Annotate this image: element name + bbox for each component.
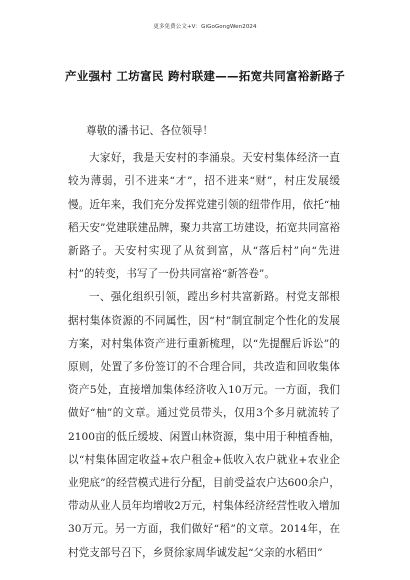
paragraph-intro: 大家好，我是天安村的李涌泉。天安村集体经济一直较为薄弱，引不进来“才”，招不进来“财”，村庄发展缓慢。近年来，我们充分发挥党建引领的纽带作用，依托“柚稻天安”党建联建品牌，聚力共富工坊建设，拓宽共同富裕新路子。天安村实现了从贫到富，从“落后村”向“先进村”的转变，书写了一份共同富裕“新答卷”。 bbox=[68, 152, 340, 281]
document-title: 产业强村 工坊富民 跨村联建——拓宽共同富裕新路子 bbox=[64, 69, 345, 83]
greeting: 尊敬的潘书记、各位领导！ bbox=[86, 125, 214, 137]
document-body bbox=[68, 120, 340, 565]
header-note: 更多免费公文+V：GiGoGongWen2024 bbox=[153, 24, 257, 30]
paragraph-section-one: 一、强化组织引领，蹚出乡村共富新路。村党支部根据村集体资源的不同属性，因“村”制宜制定个性化的发展方案，对村集体资产进行重新梳理，以“先提醒后诉讼”的原则，处置了多份签订的不合理合同，共改造和回收集体资产5处，直接增加集体经济收入10万元。一方面，我们做好“柚”的文章。通过党员带头，仅用3个多月就流转了2100亩的低丘缓坡、闲置山林资源，集中用于种植香柚，以“村集体固定收益+农户租金+低收入农户就业+农业企业兜底”的经营模式进行分配，目前受益农户达600余户，带动从业人员年均增收2万元，村集体经济经营性收入增加30万元。另一方面，我们做好“稻”的文章。2014年，在村党支部号召下，乡贤徐家周华诚发起“父亲的水稻田” bbox=[68, 291, 340, 559]
